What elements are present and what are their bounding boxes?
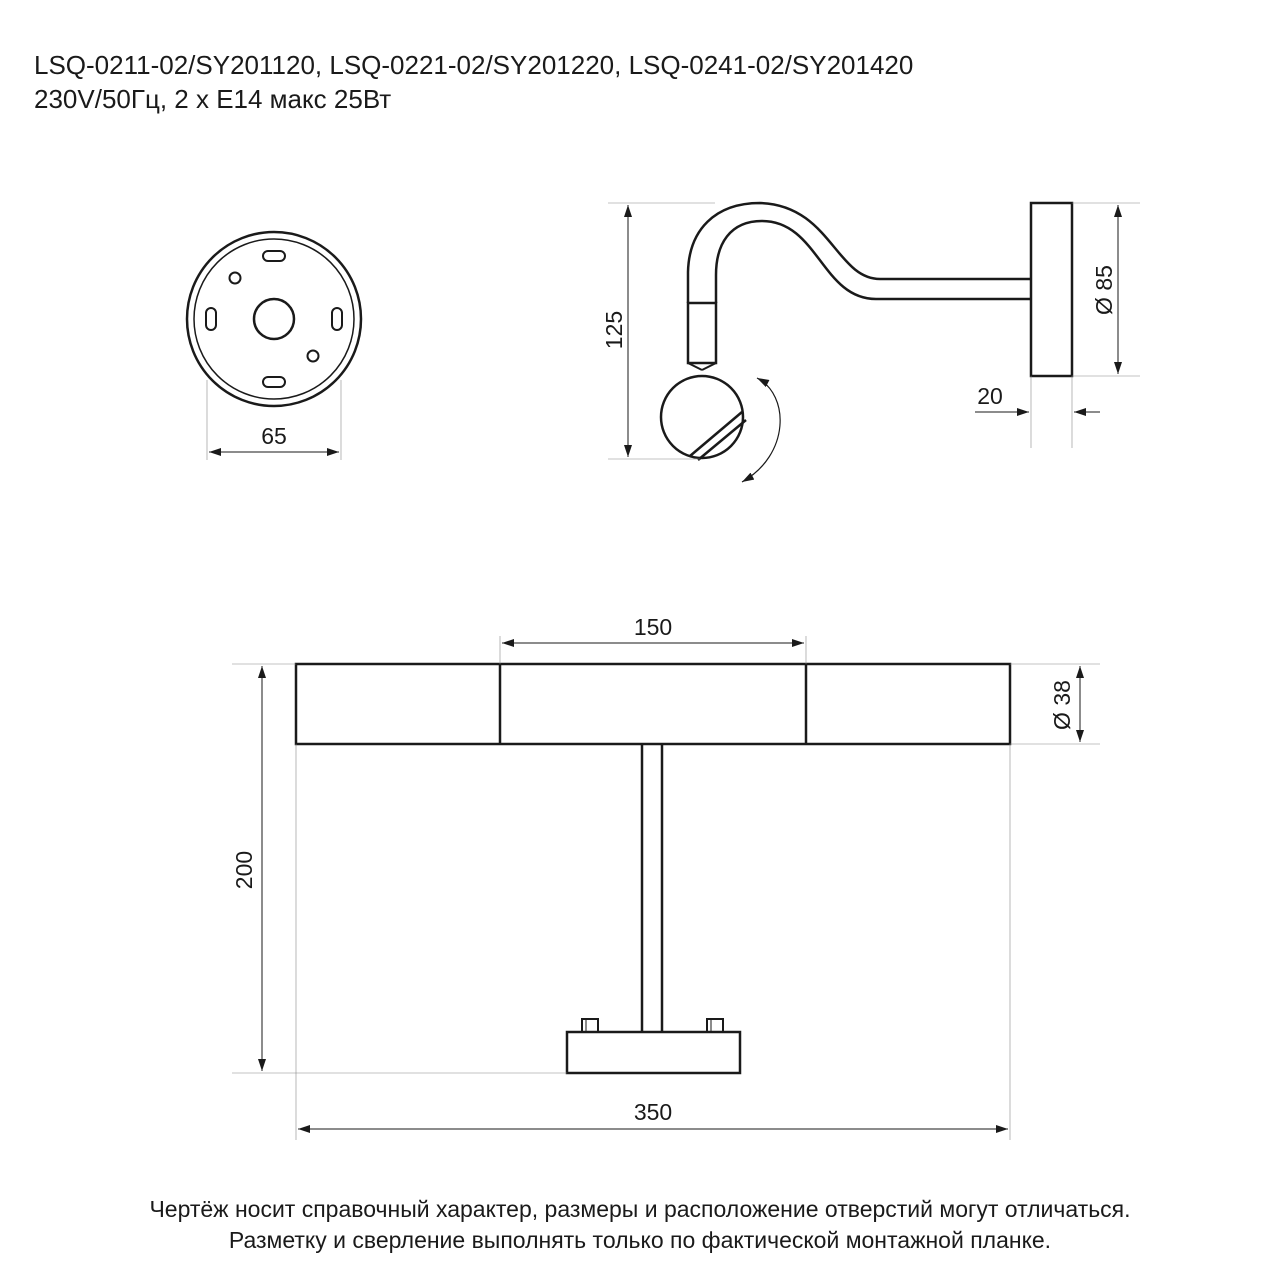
joint-sleeve (688, 303, 716, 363)
front-view (232, 636, 1100, 1140)
electrical-spec: 230V/50Гц, 2 х E14 макс 25Вт (34, 84, 392, 114)
model-list: LSQ-0211-02/SY201120, LSQ-0221-02/SY201220, LSQ-0241-02/SY201420 (34, 50, 914, 80)
arm-inner-edge (716, 221, 1031, 303)
dim-label-85: Ø 85 (1091, 265, 1117, 315)
dim-label-38: Ø 38 (1049, 680, 1075, 730)
screw-hole-bottom (308, 351, 319, 362)
dim-label-350: 350 (633, 1099, 673, 1125)
footer-line-1: Чертёж носит справочный характер, размеры и расположение отверстий могут отличаться. (149, 1196, 1131, 1222)
slot-right (332, 308, 342, 330)
screw-hole-top (230, 273, 241, 284)
footer-line-2: Разметку и сверление выполнять только по фактической монтажной планке. (228, 1227, 1052, 1253)
base-outer-circle (187, 232, 361, 406)
wall-flange (1031, 203, 1072, 376)
base-inner-circle (194, 239, 354, 399)
slot-left (206, 308, 216, 330)
dim-label-65: 65 (261, 423, 287, 449)
footer-note (0, 1194, 1280, 1256)
center-hole (254, 299, 294, 339)
dim-label-200: 200 (231, 850, 257, 890)
dim-label-125: 125 (601, 310, 627, 350)
lamp-shade (296, 664, 1010, 744)
slot-bottom (263, 377, 285, 387)
dim-label-20: 20 (977, 383, 1003, 409)
mount-base (567, 1032, 740, 1073)
slot-top (263, 251, 285, 261)
arm-outer-edge (688, 203, 1031, 303)
side-view (608, 203, 1140, 482)
dim-label-150: 150 (633, 614, 673, 640)
rotation-arrow (742, 378, 780, 482)
